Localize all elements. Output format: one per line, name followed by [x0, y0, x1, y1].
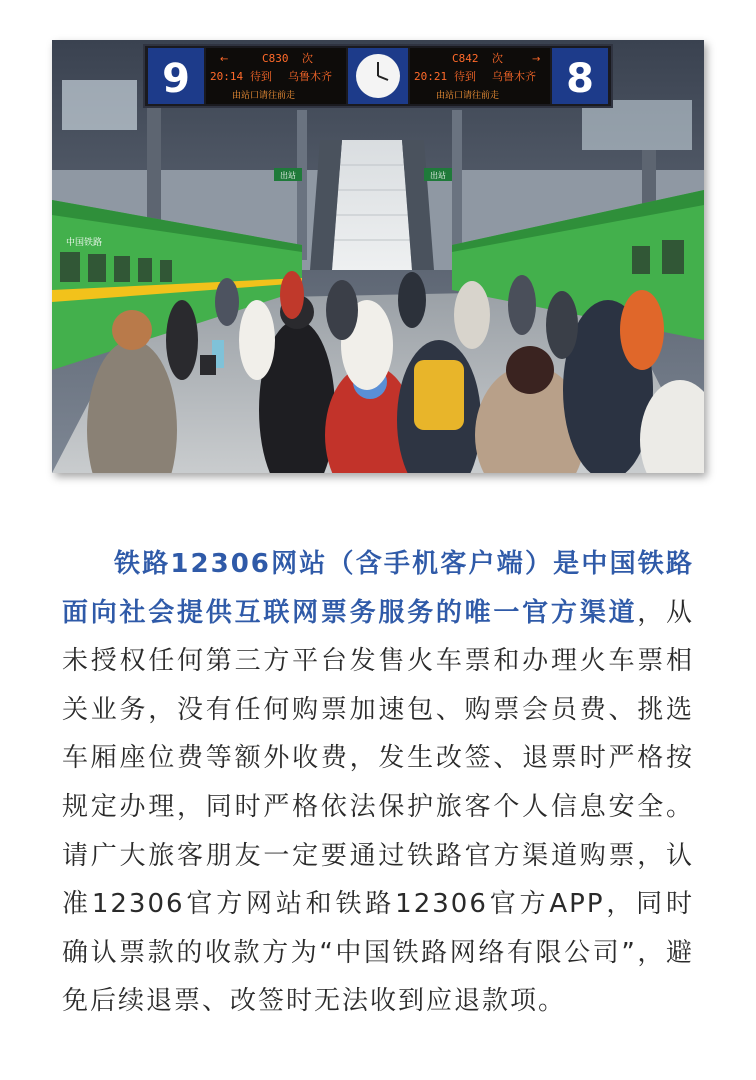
article-body: ，从未授权任何第三方平台发售火车票和办理火车票相关业务，没有任何购票加速包、购票会员费、挑选车厢座位费等额外收费，发生改签、退票时严格按规定办理，同时严格依法保护旅客个人信息安全。请广大旅客朋友一定要通过铁路官方渠道购票，认准12306官方网站和铁路12306官方APP，同时确认票款的收款方为“中国铁路网络有限公司”，避免后续退票、改签时无法收到应退款项。	[62, 597, 694, 1017]
right-train-time: 20:21	[414, 70, 448, 83]
right-train-suffix: 次	[492, 52, 503, 65]
left-train-suffix: 次	[302, 52, 313, 65]
right-train-destination: 乌鲁木齐	[492, 70, 536, 83]
arrow-left-icon: ←	[220, 54, 229, 65]
train-logo: 中国铁路	[66, 238, 103, 248]
left-board-notice: 由站口请往前走	[232, 91, 296, 101]
article-text	[62, 540, 694, 1026]
article-paragraph	[62, 540, 694, 1026]
exit-sign-right: 出站	[430, 171, 446, 180]
left-train-status: 待到	[250, 70, 272, 83]
departure-board	[144, 45, 612, 107]
left-train-number: C830	[262, 52, 289, 65]
station-photo	[52, 40, 704, 473]
left-train-time: 20:14	[210, 70, 244, 83]
platform-number-left: 9	[162, 56, 190, 102]
arrow-right-icon: →	[532, 54, 541, 65]
left-train-destination: 乌鲁木齐	[288, 70, 332, 83]
right-train-status: 待到	[454, 70, 476, 83]
platform-number-right: 8	[566, 56, 594, 102]
article-highlight: 铁路12306网站（含手机客户端）是中国铁路面向社会提供互联网票务服务的唯一官方渠道	[62, 549, 694, 628]
right-train-number: C842	[452, 52, 479, 65]
station-illustration	[52, 40, 704, 473]
exit-sign-left: 出站	[280, 171, 296, 180]
right-board-notice: 由站口请往前走	[436, 91, 500, 101]
